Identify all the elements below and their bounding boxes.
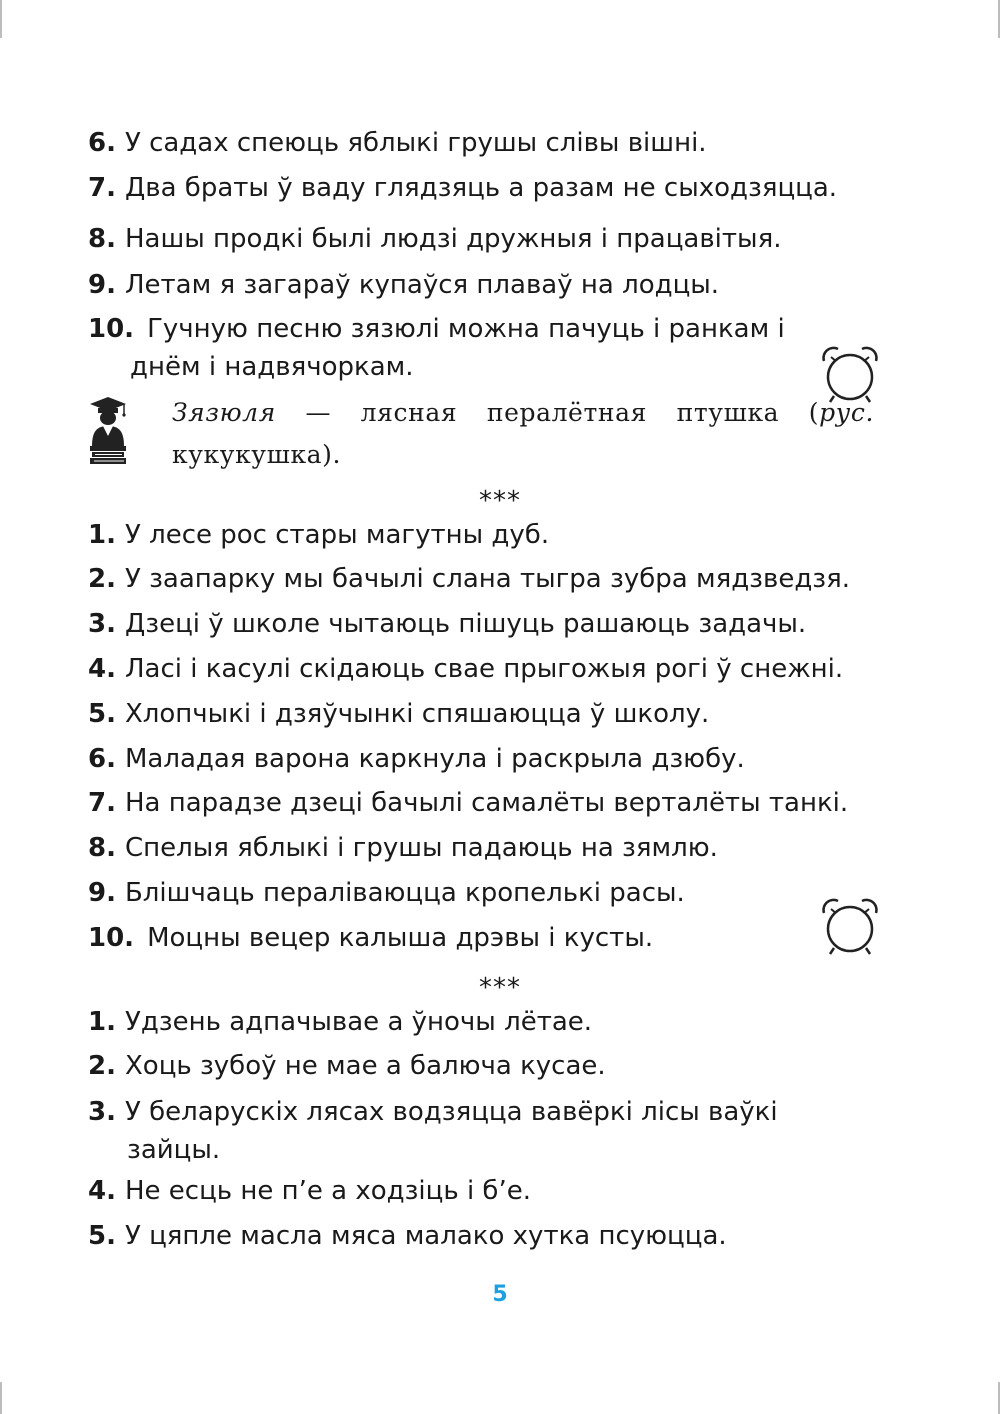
list-item — [88, 1049, 606, 1083]
list-item — [88, 1095, 874, 1129]
page-edge-mark — [0, 1382, 2, 1414]
note-term: Зязюля — [172, 398, 276, 427]
list-item — [88, 831, 718, 865]
item-number: 2. — [88, 1051, 116, 1081]
list-item — [88, 126, 707, 160]
item-number: 5. — [88, 699, 116, 729]
item-number: 7. — [88, 788, 116, 818]
item-number: 1. — [88, 1007, 116, 1037]
list-item — [88, 876, 685, 910]
item-number: 10. — [88, 314, 135, 344]
item-number: 4. — [88, 654, 116, 684]
item-text: На парадзе дзеці бачылі самалёты верталёты танкі. — [124, 788, 849, 818]
item-number: 5. — [88, 1221, 116, 1251]
list-item — [88, 652, 843, 686]
item-text: Дзеці ў школе чытаюць пішуць рашаюць задачы. — [124, 609, 807, 639]
item-text: Летам я загараў купаўся плаваў на лодцы. — [124, 270, 720, 300]
item-number: 9. — [88, 270, 116, 300]
item-text: Хоць зубоў не мае а балюча кусае. — [124, 1051, 606, 1081]
note-translation: кукукушка). — [172, 440, 342, 469]
list-item — [88, 1005, 592, 1039]
item-number: 7. — [88, 173, 116, 203]
list-item — [88, 697, 709, 731]
item-number: 4. — [88, 1176, 116, 1206]
item-text: Хлопчыкі і дзяўчынкі спяшаюцца ў школу. — [124, 699, 710, 729]
item-text: У цяпле масла мяса малако хутка псуюцца. — [124, 1221, 727, 1251]
page-edge-mark — [0, 0, 2, 38]
list-item — [88, 222, 781, 256]
note-language: рус. — [819, 398, 874, 427]
item-text: У садах спеюць яблыкі грушы слівы вішні. — [124, 128, 707, 158]
item-text: Удзень адпачывае а ўночы лётае. — [124, 1007, 593, 1037]
list-item — [88, 742, 745, 776]
item-text-continuation: зайцы. — [127, 1135, 221, 1165]
list-item — [88, 786, 848, 820]
page-number: 5 — [492, 1282, 508, 1307]
list-item — [88, 562, 850, 596]
item-text: У беларускіх лясах водзяцца вавёркі лісы ваўкі — [124, 1097, 778, 1127]
list-item — [88, 518, 549, 552]
item-number: 6. — [88, 744, 116, 774]
list-item — [88, 607, 806, 641]
list-item — [88, 921, 653, 955]
list-item — [88, 268, 719, 302]
item-text: У лесе рос стары магутны дуб. — [124, 520, 550, 550]
list-item — [88, 312, 874, 346]
item-number: 8. — [88, 224, 116, 254]
item-text: Ласі і касулі скідаюць свае прыгожыя рогі ў снежні. — [124, 654, 844, 684]
vocabulary-note — [172, 392, 874, 476]
item-number: 8. — [88, 833, 116, 863]
section-separator: *** — [479, 486, 521, 516]
list-item — [88, 1174, 531, 1208]
alarm-clock-icon — [818, 896, 882, 958]
item-text: Блішчаць пераліваюцца кропелькі расы. — [124, 878, 685, 908]
item-text: Маладая варона каркнула і раскрыла дзюбу. — [124, 744, 745, 774]
item-text: Моцны вецер калыша дрэвы і кусты. — [147, 923, 654, 953]
item-text: Два браты ў ваду глядзяць а разам не сыходзяцца. — [124, 173, 838, 203]
section-separator: *** — [479, 973, 521, 1003]
item-text: Гучную песню зязюлі можна пачуць і ранкам і — [147, 314, 785, 344]
item-text-continuation: днём і надвячоркам. — [130, 352, 414, 382]
item-text: Спелыя яблыкі і грушы падаюць на зямлю. — [124, 833, 718, 863]
item-number: 9. — [88, 878, 116, 908]
list-item — [88, 171, 837, 205]
note-definition: — лясная пералётная птушка ( — [275, 398, 820, 427]
item-number: 2. — [88, 564, 116, 594]
item-text: Нашы продкі былі людзі дружныя і працавітыя. — [124, 224, 782, 254]
item-number: 3. — [88, 1097, 116, 1127]
list-item — [88, 1219, 727, 1253]
item-number: 10. — [88, 923, 135, 953]
item-text: У заапарку мы бачылі слана тыгра зубра мядзведзя. — [124, 564, 851, 594]
graduate-with-books-icon — [86, 394, 130, 466]
item-number: 1. — [88, 520, 116, 550]
item-text: Не есць не п’е а ходзіць і б’е. — [124, 1176, 531, 1206]
item-number: 3. — [88, 609, 116, 639]
item-number: 6. — [88, 128, 116, 158]
